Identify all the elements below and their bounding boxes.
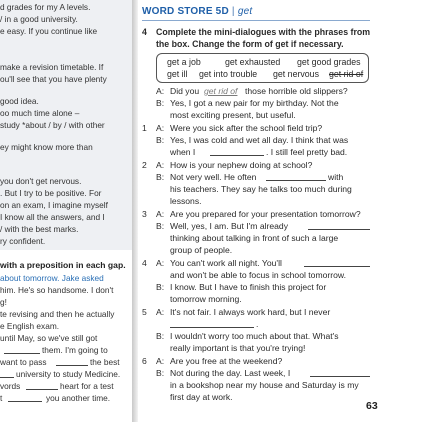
right-page-column xyxy=(142,0,420,422)
left-line: . But I try to be positive. For xyxy=(0,188,102,198)
left-line: I know all the answers, and I xyxy=(0,212,105,222)
dialogue-line: . I still feel pretty bad. xyxy=(266,147,348,157)
dialogue-line: Not during the day. Last week, I xyxy=(170,368,291,378)
dialogue-line: You can't work all night. You'll xyxy=(170,258,282,268)
dialogue-line: . xyxy=(256,319,259,329)
left-line: on an exam, I imagine myself xyxy=(0,200,108,210)
speaker-label: A: xyxy=(156,356,165,366)
left-exercise-heading: with a preposition in each gap. xyxy=(0,260,126,270)
dialogue-line: first day at work. xyxy=(170,392,233,402)
word-store-subtitle: get xyxy=(237,6,253,17)
speaker-label: A: xyxy=(156,123,165,133)
left-line: oo much time alone – xyxy=(0,108,80,118)
left-line: the best xyxy=(90,357,120,367)
left-line: university to study Medicine. xyxy=(16,369,121,379)
dialogue-line: in a bookshop near my house and Saturday is my xyxy=(170,380,359,390)
speaker-label: B: xyxy=(156,98,165,108)
dialogue-line: with xyxy=(328,172,344,182)
left-line: him. He's so handsome. I don't xyxy=(0,285,114,295)
speaker-label: A: xyxy=(156,160,165,170)
speaker-label: A: xyxy=(156,258,165,268)
dialogue-line: Are you prepared for your presentation tomorrow? xyxy=(170,209,361,219)
left-line: heart for a test xyxy=(60,381,114,391)
word-store-label: WORD STORE 5D xyxy=(142,6,229,17)
left-line: want to pass xyxy=(0,357,47,367)
speaker-label: B: xyxy=(156,172,165,182)
left-line: t xyxy=(0,393,3,403)
left-line: make a revision timetable. If xyxy=(0,62,104,72)
answer-blank-5[interactable] xyxy=(170,319,254,328)
item-number: 4 xyxy=(142,258,147,268)
dialogue-line: I know. But I have to finish this project for xyxy=(170,282,327,292)
phrase-item: get good grades xyxy=(297,57,361,67)
phrase-item-used: get rid of xyxy=(329,69,364,79)
dialogue-line: lessons. xyxy=(170,196,202,206)
speaker-label: A: xyxy=(156,86,165,96)
left-line: you another time. xyxy=(46,393,111,403)
phrase-item: get a job xyxy=(167,57,201,67)
item-number: 2 xyxy=(142,160,147,170)
left-line: ou'll see that you have plenty xyxy=(0,74,107,84)
instruction-line: the box. Change the form of get if necessary. xyxy=(156,39,344,49)
left-line: about tomorrow. Jake asked xyxy=(0,273,104,283)
left-line: d grades for my A levels. xyxy=(0,2,91,12)
dialogue-line: when I xyxy=(170,147,196,157)
exercise-number: 4 xyxy=(142,27,147,37)
left-line: g! xyxy=(0,297,7,307)
answer-blank[interactable] xyxy=(0,369,14,378)
left-line: ey might know more than xyxy=(0,142,93,152)
instruction-line: Complete the mini-dialogues with the phrases from xyxy=(156,27,371,37)
dialogue-line: Yes, I got a new pair for my birthday. Not the xyxy=(170,98,339,108)
dialogue-line: really important is that you're trying! xyxy=(170,343,306,353)
dialogue-line: It's not fair. I always work hard, but I never xyxy=(170,307,331,317)
left-line: e English exam. xyxy=(0,321,60,331)
phrase-box xyxy=(156,53,369,83)
left-line: / in a good university. xyxy=(0,14,78,24)
answer-blank-4[interactable] xyxy=(304,258,370,267)
page-gutter xyxy=(132,0,138,422)
dialogue-line: and won't be able to focus in school tomorrow. xyxy=(170,270,347,280)
answer-blank-6[interactable] xyxy=(310,368,370,377)
dialogue-line: thinking about talking in front of such a large xyxy=(170,233,339,243)
left-line: them. I'm going to xyxy=(42,345,108,355)
item-number: 3 xyxy=(142,209,147,219)
left-line: study *about / by / with other xyxy=(0,120,105,130)
left-page-column xyxy=(0,0,132,422)
title-divider xyxy=(142,20,370,21)
speaker-label: B: xyxy=(156,221,165,231)
answer-blank[interactable] xyxy=(4,345,40,354)
answer-blank-1[interactable] xyxy=(210,147,264,156)
example-answer: get rid of xyxy=(204,86,238,96)
left-line: until May, so we've still got xyxy=(0,333,98,343)
dialogue-line: Not very well. He often xyxy=(170,172,257,182)
page-number: 63 xyxy=(366,400,378,412)
left-line: te revising and then he actually xyxy=(0,309,115,319)
dialogue-line: Well, yes, I am. But I'm already xyxy=(170,221,289,231)
answer-blank[interactable] xyxy=(8,393,42,402)
dialogue-line: Were you sick after the school field trip? xyxy=(170,123,323,133)
answer-blank[interactable] xyxy=(26,381,58,390)
left-line: good idea. xyxy=(0,96,39,106)
dialogue-line: most exciting present, but useful. xyxy=(170,110,296,120)
left-line: e easy. If you continue like xyxy=(0,26,98,36)
speaker-label: B: xyxy=(156,368,165,378)
speaker-label: B: xyxy=(156,331,165,341)
item-number: 1 xyxy=(142,123,147,133)
dialogue-line: I wouldn't worry too much about that. What's xyxy=(170,331,339,341)
phrase-item: get ill xyxy=(167,69,188,79)
phrase-item: get exhausted xyxy=(225,57,281,67)
dialogue-line: tomorrow morning. xyxy=(170,294,242,304)
left-line: vords xyxy=(0,381,21,391)
dialogue-line: his teachers. They say he talks too much during xyxy=(170,184,352,194)
answer-blank-2[interactable] xyxy=(266,172,326,181)
left-line: / with the best marks. xyxy=(0,224,79,234)
item-number: 6 xyxy=(142,356,147,366)
left-line: you don't get nervous. xyxy=(0,176,82,186)
left-line: ry confident. xyxy=(0,236,46,246)
dialogue-line: Are you free at the weekend? xyxy=(170,356,283,366)
phrase-item: get into trouble xyxy=(199,69,258,79)
speaker-label: A: xyxy=(156,307,165,317)
dialogue-line: How is your nephew doing at school? xyxy=(170,160,313,170)
dialogue-line: Did you xyxy=(170,86,200,96)
phrase-item: get nervous xyxy=(273,69,319,79)
speaker-label: B: xyxy=(156,135,165,145)
answer-blank-3[interactable] xyxy=(308,221,370,230)
dialogue-line: group of people. xyxy=(170,245,233,255)
dialogue-line: those horrible old slippers? xyxy=(245,86,348,96)
speaker-label: B: xyxy=(156,282,165,292)
word-store-title: WORD STORE 5D | get xyxy=(142,6,253,17)
speaker-label: A: xyxy=(156,209,165,219)
item-number: 5 xyxy=(142,307,147,317)
dialogue-line: Yes, I was cold and wet all day. I think that was xyxy=(170,135,349,145)
answer-blank[interactable] xyxy=(56,357,88,366)
